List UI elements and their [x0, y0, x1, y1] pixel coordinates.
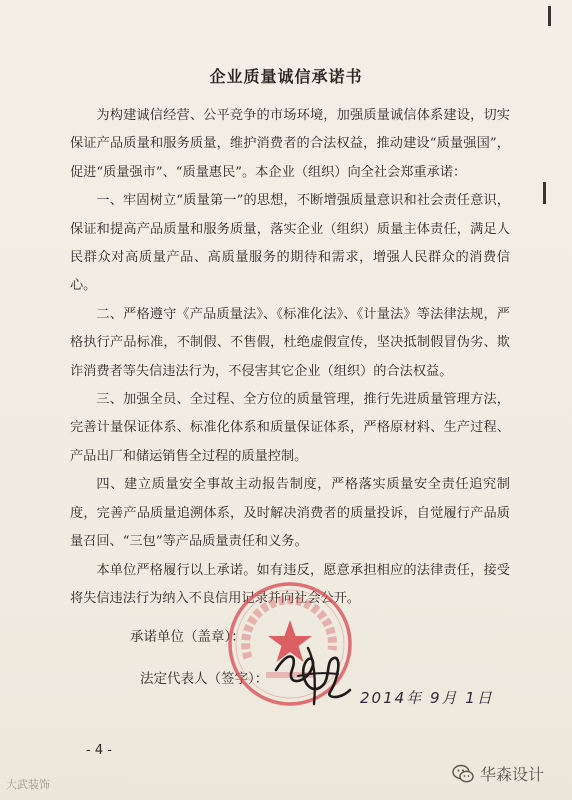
promisor-label: 承诺单位（盖章）： [130, 629, 245, 645]
handwritten-signature [268, 640, 358, 710]
page-number: - 4 - [86, 743, 112, 758]
paragraph-one: 一、牢固树立“质量第一”的思想，不断增强质量意识和社会责任意识，保证和提高产品质量和服务质量，落实企业（组织）质量主体责任，满足人民群众对高质量产品、高质量服务的期待和需求，增强人民群众的消费信心。 [70, 193, 510, 294]
signing-date: 2014年 9月 1日 [360, 689, 494, 707]
document-title: 企业质量诚信承诺书 [209, 67, 363, 86]
paragraph-four: 四、建立质量安全事故主动报告制度，严格落实质量安全责任追究制度，完善产品质量追溯体系，及时解决消费者的质量投诉，自觉履行产品质量召回、“三包”等产品质量责任和义务。 [70, 477, 510, 550]
wechat-icon [452, 764, 474, 784]
paragraph-intro: 为构建诚信经营、公平竞争的市场环境，加强质量诚信体系建设，切实保证产品质量和服务质量，维护消费者的合法权益，推动建设“质量强国”，促进“质量强市”、“质量惠民”。本企业（组织）向全社会郑重承诺： [70, 108, 510, 180]
paragraph-two: 二、严格遵守《产品质量法》、《标准化法》、《计量法》等法律法规，严格执行产品标准，不制假、不售假，杜绝虚假宣传，坚决抵制假冒伪劣、欺诈消费者等失信违法行为，不侵害其它企业（组织）的合法权益。 [70, 306, 510, 379]
legal-rep-label: 法定代表人（签字）： [140, 671, 269, 687]
document-body [70, 102, 510, 613]
watermark-left: 大武装饰 [6, 778, 50, 791]
paragraph-three: 三、加强全员、全过程、全方位的质量管理，推行先进质量管理方法，完善计量保证体系、标准化体系和质量保证体系，严格原材料、生产过程、产品出厂和储运销售全过程的质量控制。 [70, 392, 510, 464]
scan-edge-mark [543, 182, 546, 204]
watermark-right-label: 华森设计 [480, 765, 545, 784]
watermark-right [452, 762, 544, 785]
scan-edge-mark [548, 6, 551, 26]
paragraph-closing: 本单位严格履行以上承诺。如有违反，愿意承担相应的法律责任，接受将失信违法行为纳入不良信用记录并向社会公开。 [70, 562, 510, 606]
